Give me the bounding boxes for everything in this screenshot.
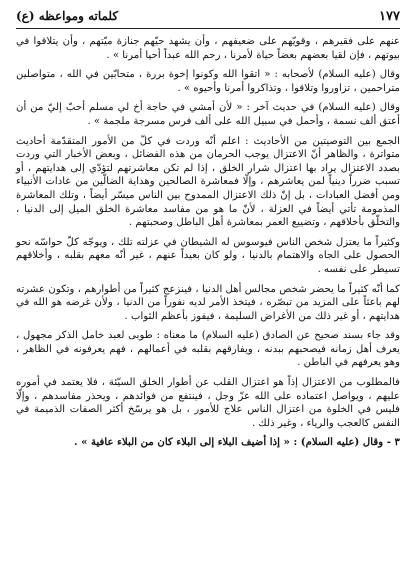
page-header — [16, 6, 400, 29]
page-body — [16, 35, 400, 450]
paragraph: عنهم على فقيرهم ، وقويّهم على ضعيفهم ، وأن يشهد حيّهم جنازة ميّتهم ، وأن يتلاقوا في بيوتهم ، فإن لقيا بعضهم بعضاً حياة لأمرنا ، رحم الله عبداً أحيا أمرنا » . — [16, 36, 400, 61]
page-number: ١٧٧ — [379, 8, 400, 24]
saying-number: ٣ — [394, 436, 400, 449]
paragraph: كما أنّه كثيراً ما يحضر شخص مجالس أهل الدنيا ، فينزعج كثيراً من أطوارهم ، وتكون عشرته لهم باعثاً على المزيد من تبصّره ، فيتخذ الأمر لديه نفوراً من الدنيا ، ولأن غرضه هو الله في هدايتهم ، أو غير ذلك من الأغراض السليمة ، فيفوز بأعظم الثواب . — [16, 283, 400, 322]
paragraph: وقد جاء بسند صحيح عن الصادق (عليه السلام) ما معناه : طوبى لعبد خامل الذكر مجهول ، يعرف أهل زمانه فيصحبهم ببدنه ، ويفارقهم بقلبه في أعمالهم ، فهم يعرفونه في الظاهر ، وهو يعرفهم في الباطن . — [16, 330, 400, 369]
running-title: كلماته ومواعظه (ع) — [16, 9, 119, 23]
paragraph: وقال (عليه السلام) في حديث آخر : « لأن أمشي في حاجة أخ لي مسلم أحبّ إليّ من أن أعتق ألف نسمة ، وأحمل في سبيل الله على ألف فرس مسرجة ملجمة » . — [16, 102, 400, 127]
paragraph: وكثيراً ما يعتزل شخص الناس فيوسوس له الشيطان في عزلته تلك ، ويوجّه كلّ حواسّه نحو الحصول على الجاه والاهتمام بالدنيا ، ولو كان بعيداً عنهم ، غير أنّه معهم بقلبه ، وأخلاقهم تسيطر على نفسه . — [16, 236, 400, 275]
saying-text: - وقال (عليه السلام) : « إذا أضيف البلاء إلى البلاء كان من البلاء عافية » . — [74, 436, 391, 449]
paragraph: الجمع بين التوصيتين من الأحاديث : اعلم أنّه وردت في كلّ من الأمور المتقدّمة أحاديث متواترة ، والظاهر أنّ الاعتزال يوجب الحرمان من هذه الفضائل ، وبعض الأخبار التي وردت بصدد الاعتزال يراد بها اعتزال شرار الخلق ، إذا لم تكن معاشرتهم لتؤدّي إلى هدايتهم ، أو تسبب ضرراً دينياً لمن يعاشرهم ، وإلّا فمعاشرة الصالحين وهداية الضالّين من عادات الأنبياء ومن أفضل العبادات ، بل إنّ ذلك الاعتزال الممدوح بين الناس ميسّر أيضاً ، وتلك المعاشرة المذمومة تأتي أيضاً في العزلة ، لأنّ ما هو من مفاسد معاشرة الخلق الميل إلى الدنيا ، والتخلّق بأخلاقهم ، وتضييع العمر بمعاشرة أهل الباطل وصحبتهم . — [16, 135, 400, 229]
paragraph: فالمطلوب من الاعتزال إذاً هو اعتزال القلب عن أطوار الخلق السيّئة ، فلا يعتمد في أموره عليهم ، ويواصل اعتماده على الله عزّ وجل ، فينتفع من فوائدهم ، ويحذر مفاسدهم ، وإلّا فليس في الخلوة من اعتزال الناس علاج للأمور ، بل هو يرسّخ أكثر الصفات الذميمة في النفس كالعجب والرياء ، وغير ذلك . — [16, 377, 400, 429]
numbered-saying — [16, 436, 400, 450]
paragraph: وقال (عليه السلام) لأصحابه : « اتقوا الله وكونوا إخوة بررة ، متحابّين في الله ، متواصلين متراحمين ، تزاوروا وتلاقوا ، وتذاكروا أمرنا وأحيوه » . — [16, 69, 400, 94]
